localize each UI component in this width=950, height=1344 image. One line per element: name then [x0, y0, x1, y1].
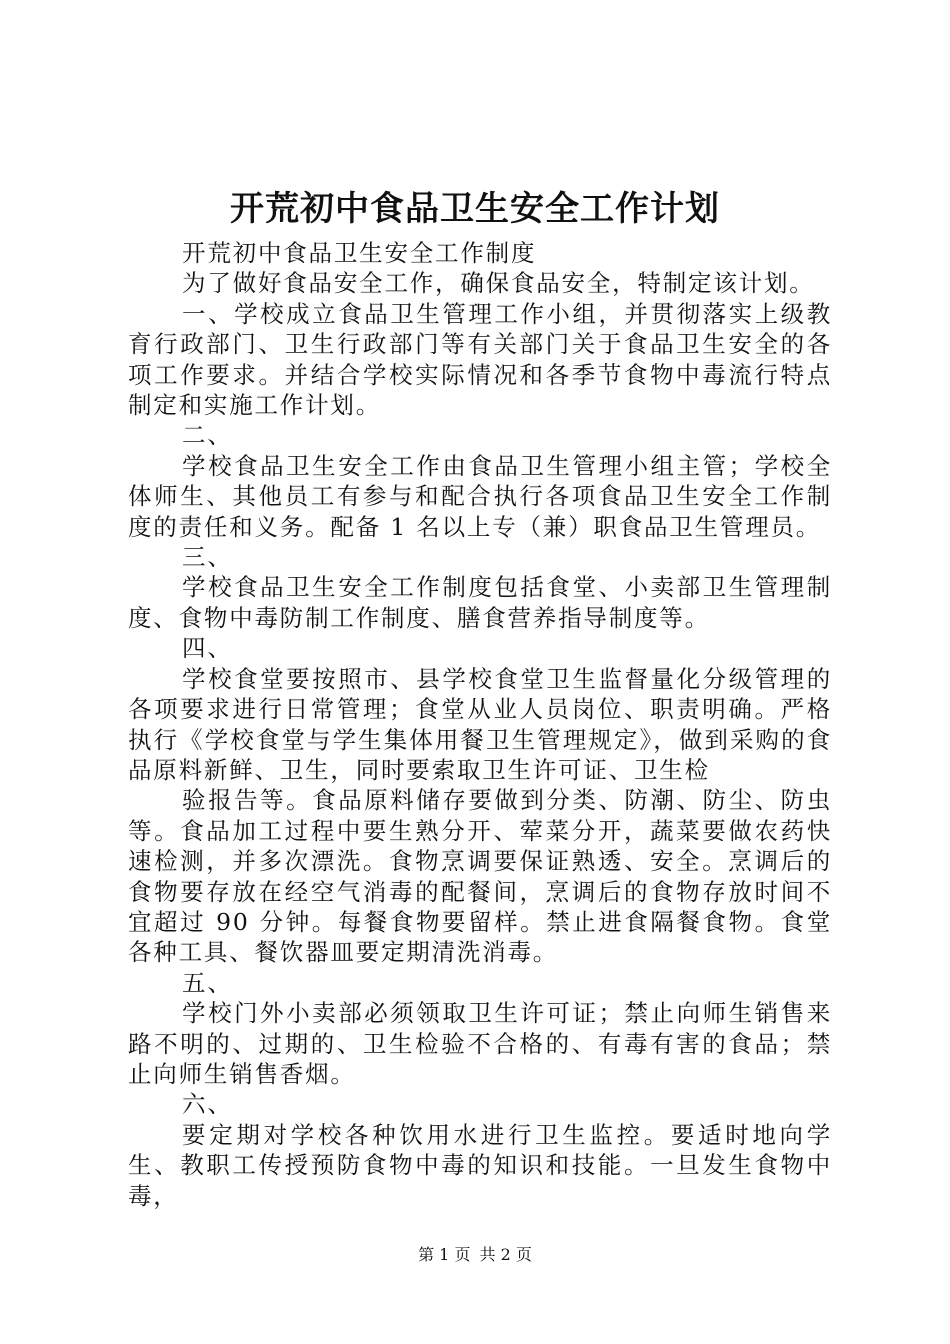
section-heading: 二、: [182, 421, 233, 450]
section-heading: 四、: [182, 634, 233, 663]
paragraph: 学校食品卫生安全工作由食品卫生管理小组主管；学校全体师生、其他员工有参与和配合执行各项食品卫生安全工作制度的责任和义务。配备 1 名以上专（兼）职食品卫生管理员。: [128, 451, 832, 541]
paragraph: 为了做好食品安全工作，确保食品安全，特制定该计划。: [182, 269, 815, 298]
paragraph: 学校食堂要按照市、县学校食堂卫生监督量化分级管理的各项要求进行日常管理；食堂从业人员岗位、职责明确。严格执行《学校食堂与学生集体用餐卫生管理规定》，做到采购的食品原料新鲜、卫生，同时要索取卫生许可证、卫生检: [128, 664, 832, 784]
section-heading: 六、: [182, 1090, 233, 1119]
paragraph: 学校门外小卖部必须领取卫生许可证；禁止向师生销售来路不明的、过期的、卫生检验不合格的、有毒有害的食品；禁止向师生销售香烟。: [128, 999, 832, 1088]
page-footer: [0, 1244, 950, 1266]
document-body: [128, 238, 832, 1211]
page-total: 共 2 页: [479, 1245, 532, 1264]
paragraph: 开荒初中食品卫生安全工作制度: [182, 239, 537, 267]
document-title: 开荒初中食品卫生安全工作计划: [230, 189, 720, 229]
paragraph: 验报告等。食品原料储存要做到分类、防潮、防尘、防虫等。食品加工过程中要生熟分开、荤菜分开，蔬菜要做农药快速检测，并多次漂洗。食物烹调要保证熟透、安全。烹调后的食物要存放在经空气消毒的配餐间，烹调后的食物存放时间不宜超过 90 分钟。每餐食物要留样。禁止进食隔餐食物。食堂各种工具、餐饮器皿要定期清洗消毒。: [128, 786, 832, 967]
paragraph: 一、学校成立食品卫生管理工作小组，并贯彻落实上级教育行政部门、卫生行政部门等有关部门关于食品卫生安全的各项工作要求。并结合学校实际情况和各季节食物中毒流行特点制定和实施工作计划。: [128, 299, 832, 420]
paragraph: 要定期对学校各种饮用水进行卫生监控。要适时地向学生、教职工传授预防食物中毒的知识和技能。一旦发生食物中毒，: [128, 1120, 832, 1210]
section-heading: 三、: [182, 543, 233, 572]
page-number: 第 1 页: [418, 1245, 471, 1264]
paragraph: 学校食品卫生安全工作制度包括食堂、小卖部卫生管理制度、食物中毒防制工作制度、膳食营养指导制度等。: [128, 573, 832, 632]
section-heading: 五、: [182, 968, 233, 997]
